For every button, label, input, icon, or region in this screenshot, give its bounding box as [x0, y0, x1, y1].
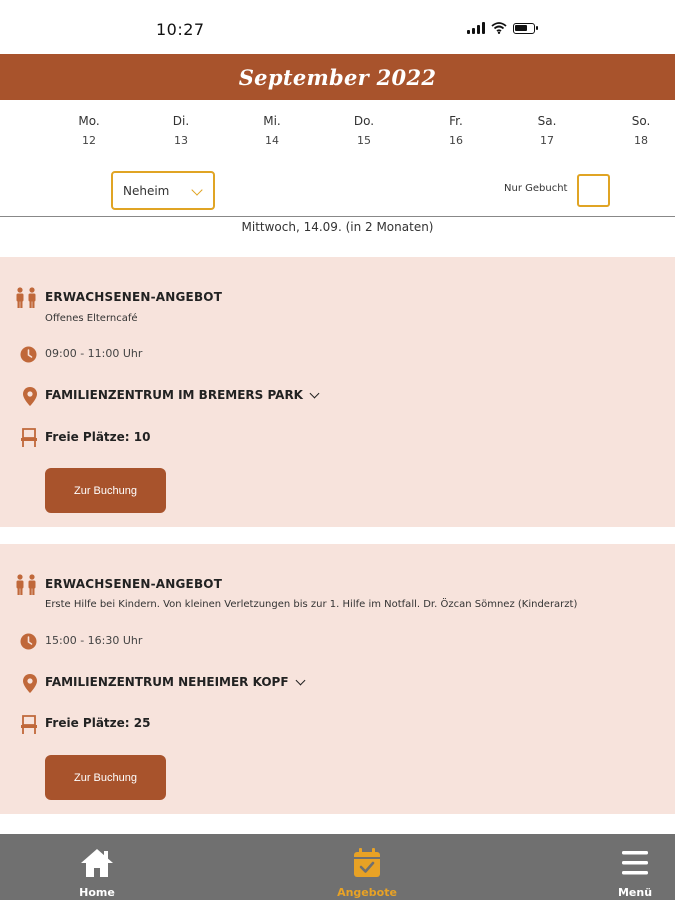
week-day-date: 13 [174, 134, 188, 147]
offer-category: ERWACHSENEN-ANGEBOT [45, 290, 223, 304]
week-day-date: 15 [357, 134, 371, 147]
location-select-value: Neheim [123, 183, 170, 198]
offer-location: FAMILIENZENTRUM IM BREMERS PARK [45, 388, 303, 402]
week-day-name: Di. [172, 114, 190, 128]
book-button[interactable]: Zur Buchung [45, 468, 166, 513]
wifi-icon [491, 22, 507, 34]
book-button[interactable]: Zur Buchung [45, 755, 166, 800]
tab-menu[interactable] [605, 834, 665, 900]
week-day-di[interactable] [151, 112, 211, 152]
week-day-name: So. [631, 114, 651, 128]
tab-offers-label: Angebote [337, 886, 397, 899]
home-icon [80, 848, 114, 878]
offer-category: ERWACHSENEN-ANGEBOT [45, 577, 223, 591]
only-booked-label: Nur Gebucht [504, 183, 568, 194]
status-time: 10:27 [156, 20, 205, 39]
week-day-date: 12 [82, 134, 96, 147]
status-icons [467, 22, 535, 34]
week-day-name: Do. [353, 114, 375, 128]
selected-date-label: Mittwoch, 14.09. (in 2 Monaten) [241, 220, 434, 234]
week-day-date: 16 [449, 134, 463, 147]
tab-offers[interactable] [322, 834, 412, 900]
offer-seats: Freie Plätze: 25 [45, 716, 151, 730]
location-pin-icon [23, 674, 37, 693]
clock-icon [20, 346, 37, 363]
chevron-down-icon [295, 675, 305, 685]
tab-home[interactable] [57, 834, 137, 900]
only-booked-checkbox[interactable] [577, 174, 610, 207]
status-bar [0, 0, 675, 54]
offer-location: FAMILIENZENTRUM NEHEIMER KOPF [45, 675, 289, 689]
adults-icon [14, 574, 38, 596]
week-day-date: 14 [265, 134, 279, 147]
tab-bar [0, 834, 675, 900]
battery-icon [513, 23, 535, 34]
chair-icon [20, 715, 38, 734]
offer-seats: Freie Plätze: 10 [45, 430, 151, 444]
month-title: September 2022 [238, 64, 437, 90]
offer-card [0, 544, 675, 814]
offer-description: Offenes Elterncafé [45, 313, 138, 324]
offer-time: 09:00 - 11:00 Uhr [45, 347, 143, 360]
divider [0, 216, 675, 217]
cellular-signal-icon [467, 22, 485, 34]
location-pin-icon [23, 387, 37, 406]
week-day-name: Sa. [537, 114, 557, 128]
offer-description: Erste Hilfe bei Kindern. Von kleinen Verletzungen bis zur 1. Hilfe im Notfall. Dr. Özcan Sömnez (Kinderarzt) [45, 599, 578, 610]
week-day-name: Mi. [263, 114, 281, 128]
week-strip [0, 112, 675, 156]
week-day-name: Mo. [78, 114, 100, 128]
calendar-check-icon [353, 848, 381, 878]
location-select[interactable] [111, 171, 215, 210]
offer-location-toggle[interactable] [45, 388, 318, 402]
week-day-date: 18 [634, 134, 648, 147]
offer-location-toggle[interactable] [45, 675, 304, 689]
adults-icon [14, 287, 38, 309]
clock-icon [20, 633, 37, 650]
chevron-down-icon [191, 184, 202, 195]
tab-home-label: Home [79, 886, 115, 899]
week-day-do[interactable] [334, 112, 394, 152]
month-header [0, 54, 675, 100]
tab-menu-label: Menü [617, 886, 653, 899]
week-day-name: Fr. [449, 114, 463, 128]
chair-icon [20, 428, 38, 447]
offer-time: 15:00 - 16:30 Uhr [45, 634, 143, 647]
week-day-sa[interactable] [517, 112, 577, 152]
chevron-down-icon [310, 388, 320, 398]
week-day-fr[interactable] [426, 112, 486, 152]
hamburger-menu-icon [622, 851, 648, 875]
offer-card [0, 257, 675, 527]
week-day-mi[interactable] [242, 112, 302, 152]
week-day-date: 17 [540, 134, 554, 147]
week-day-so[interactable] [611, 112, 671, 152]
week-day-mo[interactable] [59, 112, 119, 152]
